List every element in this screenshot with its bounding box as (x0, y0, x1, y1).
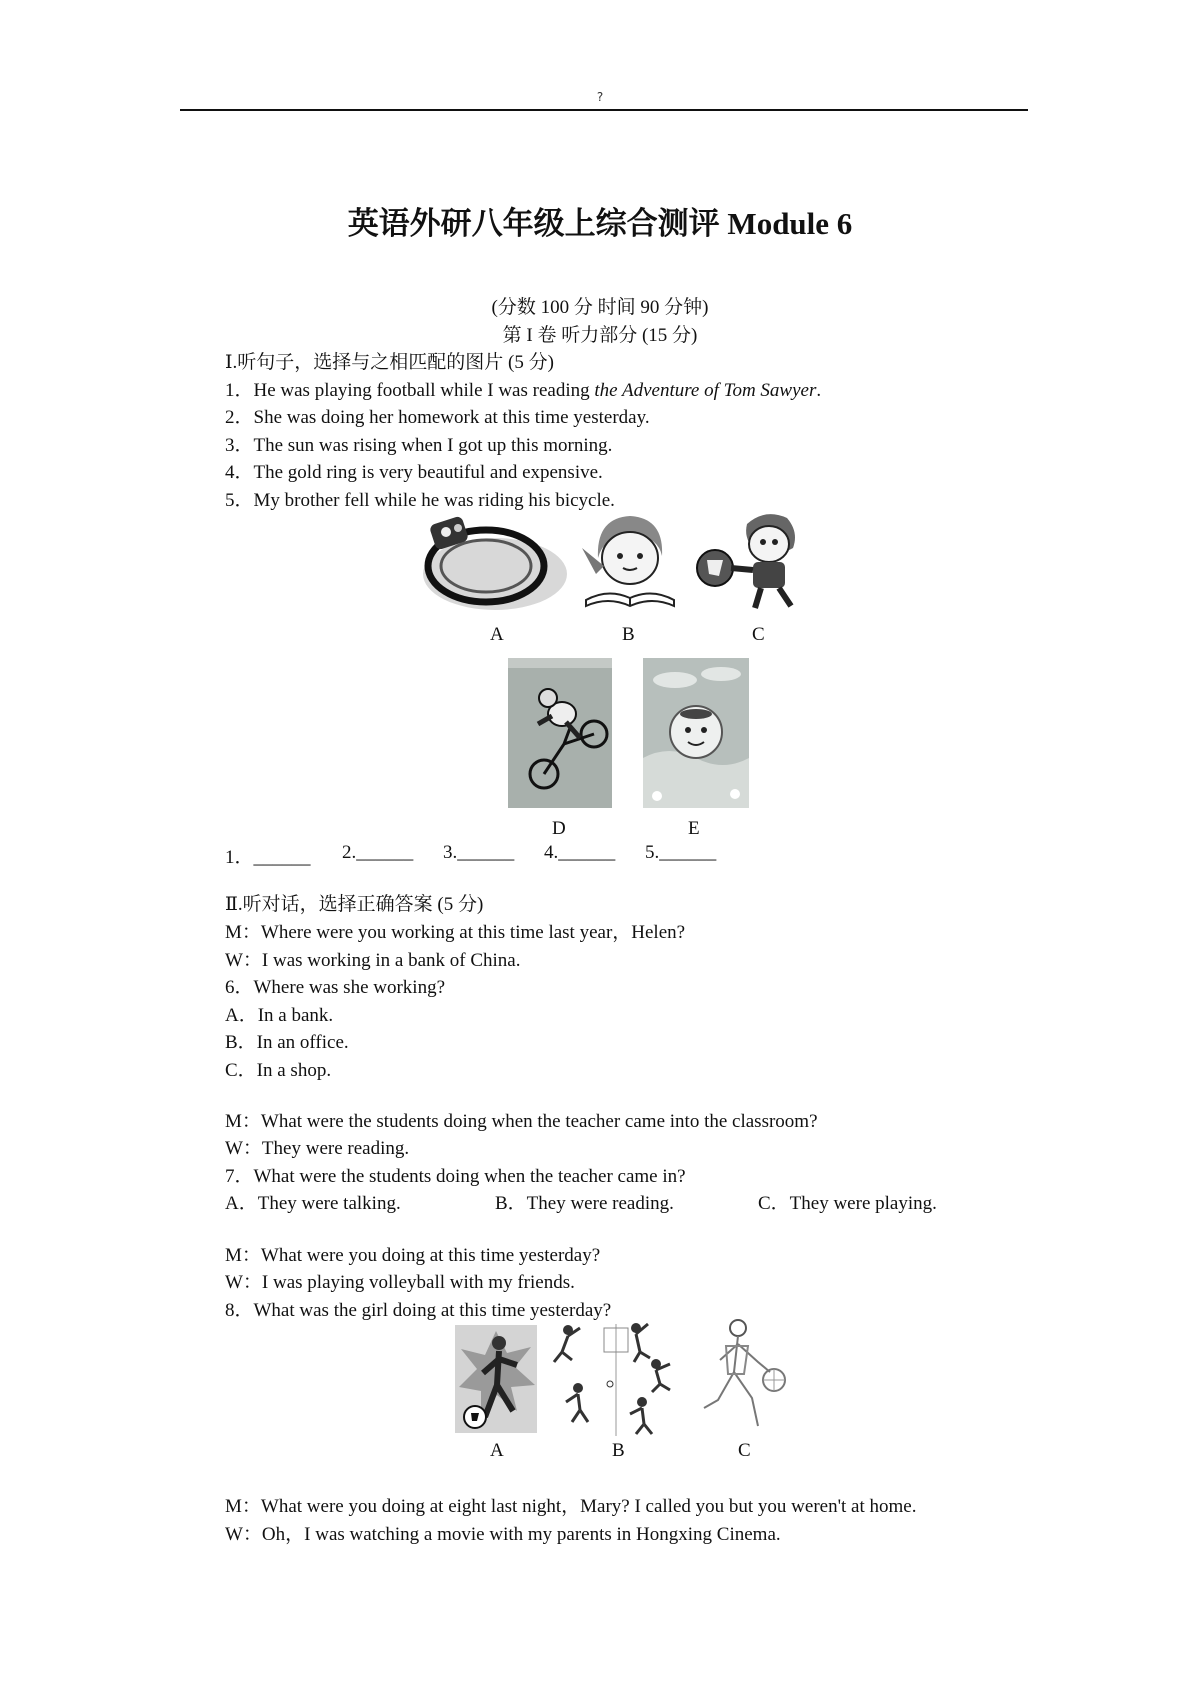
pic-label-a: A (490, 624, 504, 645)
sec2-heading: Ⅱ.听对话，选择正确答案 (5 分) (225, 894, 484, 915)
dialog3-m: M：What were you doing at this time yesterday? (225, 1245, 601, 1266)
q8-label-a: A (490, 1440, 504, 1461)
question-7: 7．What were the students doing when the teacher came in? (225, 1166, 686, 1187)
score-time: (分数 100 分 时间 90 分钟) (491, 297, 709, 318)
sentence-1-end: . (816, 380, 822, 401)
blank-5[interactable]: 5.______ (645, 842, 717, 863)
dialog2-w: W：They were reading. (225, 1138, 410, 1159)
pic-label-c: C (752, 624, 765, 645)
pic-label-b: B (622, 624, 635, 645)
dialog1-m: M：Where were you working at this time last year，Helen? (225, 922, 686, 943)
ring-picture (420, 516, 570, 616)
q7-option-c: C．They were playing. (758, 1193, 937, 1214)
sentence-1 (225, 375, 821, 402)
page-title: 英语外研八年级上综合测评 Module 6 (347, 206, 853, 241)
q7-option-b: B．They were reading. (495, 1193, 674, 1214)
dialog4-w: W：Oh，I was watching a movie with my parents in Hongxing Cinema. (225, 1524, 781, 1545)
pic-label-e: E (688, 818, 700, 839)
sentence-3: 3．The sun was rising when I got up this morning. (225, 435, 613, 456)
blank-1[interactable]: 1．______ (225, 847, 311, 868)
dialog1-w: W：I was working in a bank of China. (225, 950, 521, 971)
question-8: 8．What was the girl doing at this time yesterday? (225, 1300, 612, 1321)
q8-label-c: C (738, 1440, 751, 1461)
sec1-heading: Ⅰ.听句子，选择与之相匹配的图片 (5 分) (225, 352, 554, 373)
blank-2[interactable]: 2.______ (342, 842, 414, 863)
basketball-player-picture (694, 1316, 790, 1436)
question-6: 6．Where was she working? (225, 977, 446, 998)
sentence-2: 2．She was doing her homework at this time yesterday. (225, 407, 650, 428)
dialog3-w: W：I was playing volleyball with my friends. (225, 1272, 575, 1293)
reading-girl-picture (578, 510, 678, 610)
header-mark: ? (596, 90, 604, 104)
q6-option-a: A．In a bank. (225, 1005, 334, 1026)
q6-option-c: C．In a shop. (225, 1060, 332, 1081)
q6-option-b: B．In an office. (225, 1032, 349, 1053)
q7-option-a: A．They were talking. (225, 1193, 401, 1214)
blank-3[interactable]: 3.______ (443, 842, 515, 863)
sentence-1-text: 1．He was playing football while I was reading (225, 380, 595, 401)
soccer-player-picture (455, 1325, 537, 1433)
dialog2-m: M：What were the students doing when the teacher came into the classroom? (225, 1111, 818, 1132)
part1-heading: 第 I 卷 听力部分 (15 分) (502, 325, 698, 346)
header-rule (180, 109, 1028, 111)
dialog4-m: M：What were you doing at eight last night，Mary? I called you but you weren't at home. (225, 1496, 917, 1517)
sentence-5: 5．My brother fell while he was riding his bicycle. (225, 490, 615, 511)
sentence-4: 4．The gold ring is very beautiful and expensive. (225, 462, 603, 483)
football-boy-picture (695, 508, 815, 612)
pic-label-d: D (552, 818, 566, 839)
sun-picture (643, 658, 749, 808)
cyclist-picture (508, 658, 612, 808)
book-title: the Adventure of Tom Sawyer (594, 380, 817, 401)
blank-4[interactable]: 4.______ (544, 842, 616, 863)
q8-label-b: B (612, 1440, 625, 1461)
volleyball-players-picture (548, 1318, 680, 1436)
